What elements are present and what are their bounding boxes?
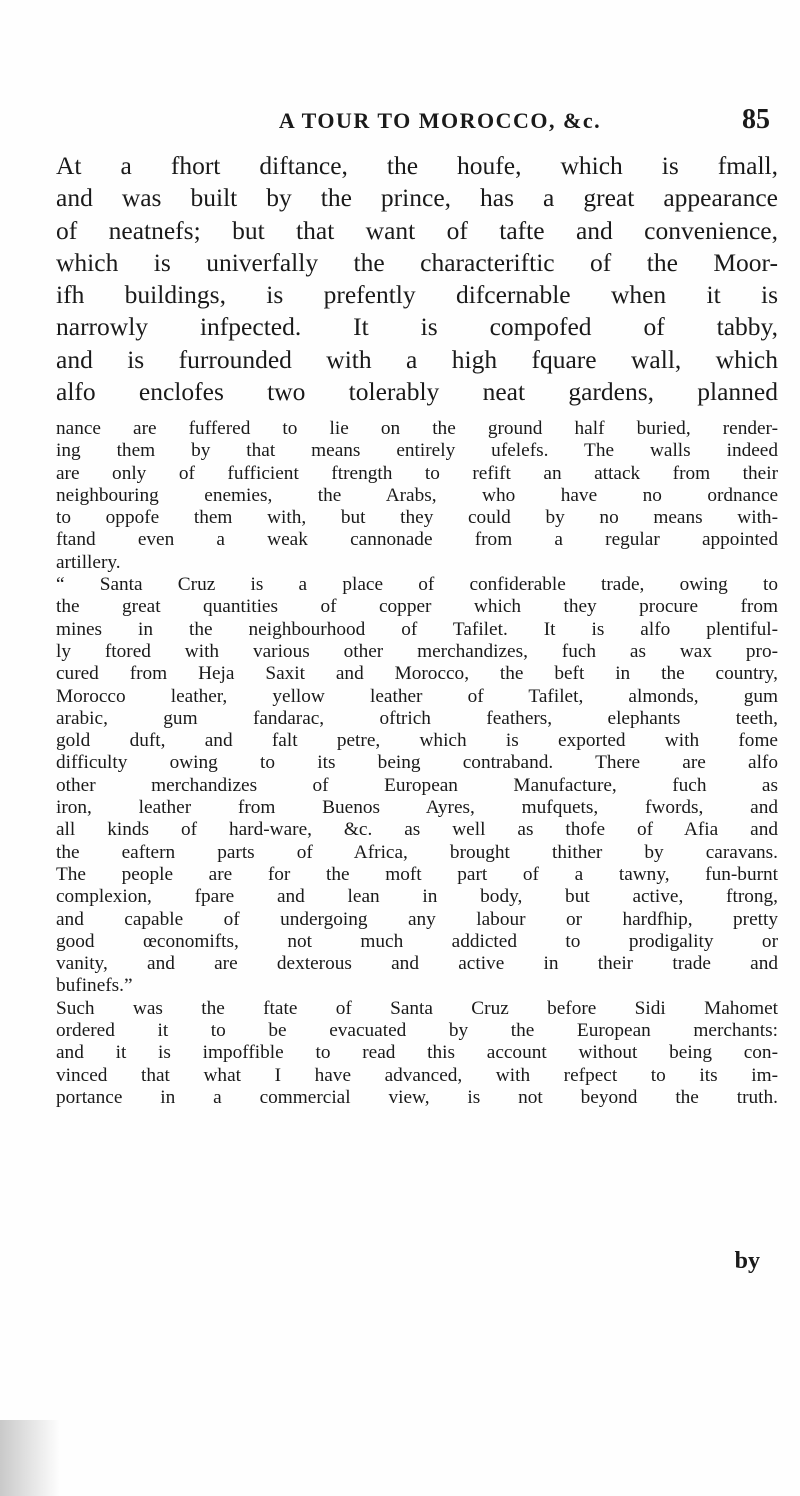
text-line: ifh buildings, is prefently difcernable when it is — [56, 280, 778, 310]
text-line: ftand even a weak cannonade from a regular appointed — [56, 529, 778, 551]
text-line: of neatnefs; but that want of tafte and convenience, — [56, 215, 778, 245]
text-line: At a fhort diftance, the houfe, which is fmall, — [56, 151, 778, 180]
text-line: Morocco leather, yellow leather of Tafilet, almonds, gum — [56, 685, 778, 707]
text-line: other merchandizes of European Manufacture, fuch as — [56, 774, 778, 796]
running-head — [120, 104, 770, 148]
text-line: arabic, gum fandarac, oftrich feathers, elephants teeth, — [56, 707, 778, 729]
catchword: by — [734, 1248, 760, 1274]
text-line: the great quantities of copper which they procure from — [56, 596, 778, 618]
text-line: complexion, fpare and lean in body, but active, ftrong, — [56, 886, 778, 908]
text-line: vinced that what I have advanced, with refpect to its im- — [56, 1064, 778, 1086]
text-line: and is furrounded with a high fquare wall, which — [56, 344, 778, 374]
text-line: good œconomifts, not much addicted to prodigality or — [56, 930, 778, 952]
text-line: and was built by the prince, has a great appearance — [56, 183, 778, 213]
text-line: and it is impoffible to read this account without being con- — [56, 1042, 778, 1064]
text-line: difficulty owing to its being contraband. There are alfo — [56, 752, 778, 774]
text-line: vanity, and are dexterous and active in their trade and — [56, 953, 778, 975]
text-line: “ Santa Cruz is a place of confiderable trade, owing to — [56, 574, 778, 596]
quoted-passage — [56, 418, 778, 1109]
page-edge-shadow — [0, 1420, 60, 1496]
text-line: and capable of undergoing any labour or hardfhip, pretty — [56, 908, 778, 930]
text-line: which is univerfally the characteriftic of the Moor- — [56, 247, 778, 277]
text-line: The people are for the moft part of a tawny, fun-burnt — [56, 863, 778, 885]
text-line: Such was the ftate of Santa Cruz before Sidi Mahomet — [56, 997, 778, 1019]
text-line: the eaftern parts of Africa, brought thither by caravans. — [56, 841, 778, 863]
text-line: bufinefs.” — [56, 975, 133, 997]
text-line: ordered it to be evacuated by the European merchants: — [56, 1020, 778, 1042]
text-line: ly ftored with various other merchandizes, fuch as wax pro- — [56, 640, 778, 662]
page-number: 85 — [742, 104, 770, 135]
text-line: to oppofe them with, but they could by no means with- — [56, 507, 778, 529]
text-line: alfo enclofes two tolerably neat gardens, planned — [56, 377, 778, 407]
text-line: cured from Heja Saxit and Morocco, the beft in the country, — [56, 663, 778, 685]
text-line: neighbouring enemies, the Arabs, who have no ordnance — [56, 484, 778, 506]
text-line: are only of fufficient ftrength to refift an attack from their — [56, 462, 778, 484]
text-line: narrowly infpected. It is compofed of tabby, — [56, 312, 778, 342]
text-line: ing them by that means entirely ufelefs. The walls indeed — [56, 440, 778, 462]
text-line: iron, leather from Buenos Ayres, mufquets, fwords, and — [56, 797, 778, 819]
text-line: artillery. — [56, 551, 121, 573]
text-line: all kinds of hard-ware, &c. as well as thofe of Afia and — [56, 819, 778, 841]
text-line: portance in a commercial view, is not beyond the truth. — [56, 1086, 778, 1108]
running-title: A TOUR TO MOROCCO, &c. — [278, 108, 602, 133]
text-line: mines in the neighbourhood of Tafilet. It is alfo plentiful- — [56, 618, 778, 640]
text-line: gold duft, and falt petre, which is exported with fome — [56, 730, 778, 752]
text-line: nance are fuffered to lie on the ground half buried, render- — [56, 418, 778, 439]
main-paragraph — [56, 150, 778, 408]
